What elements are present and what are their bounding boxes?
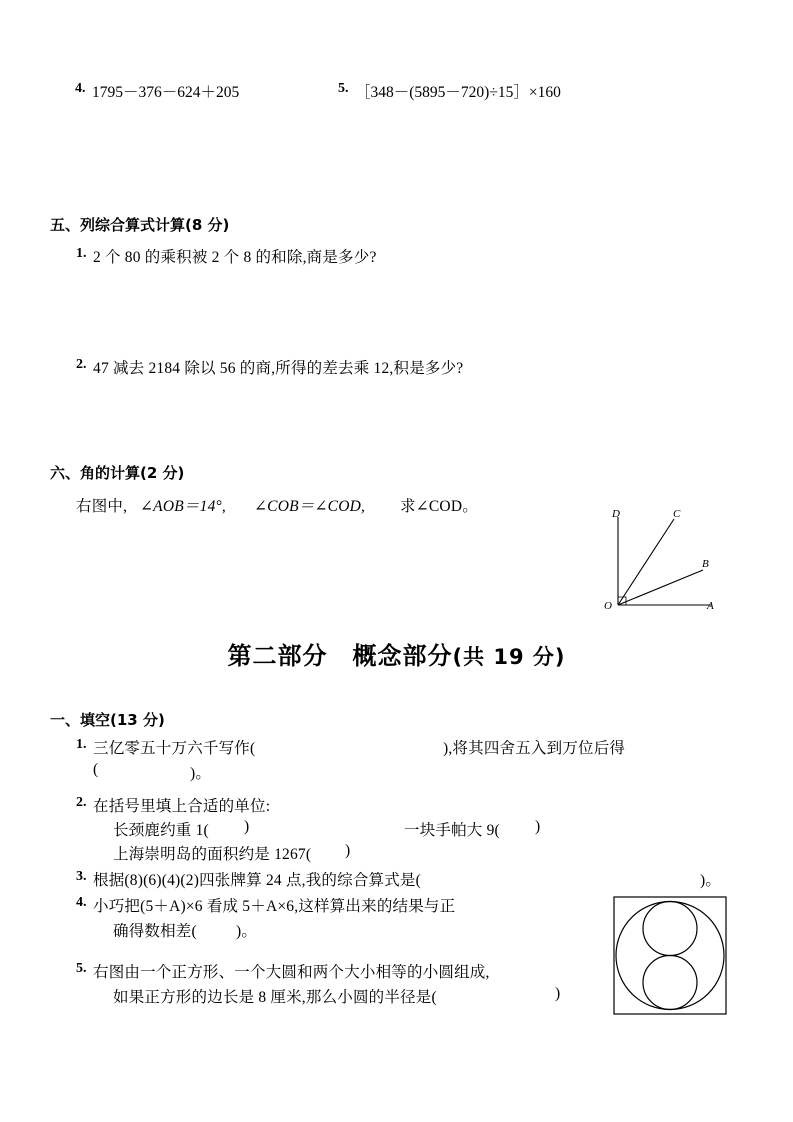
fill-item-5-line1: 右图由一个正方形、一个大圆和两个大小相等的小圆组成, [93,964,490,981]
fill-item-5-line2: 如果正方形的边长是 8 厘米,那么小圆的半径是( [113,989,437,1006]
fill-item-2-line3-close: ) [345,842,351,859]
fill-item-5-line2-after: ) [555,985,561,1002]
section-five-item-2-number: 2. [76,357,87,372]
fill-item-1-line1: 三亿零五十万六千写作( [93,740,256,757]
part-title [0,636,793,671]
exercise-4-number: 4. [75,81,86,96]
part-title-score: (共 19 分) [452,645,566,669]
angle-label-B: B [702,558,709,570]
fill-item-1-line2-after: )。 [190,765,212,782]
fill-item-4-number: 4. [76,895,87,910]
fill-item-2-line2b: 一块手帕大 9( [404,822,500,839]
section-five-item-1-number: 1. [76,246,87,261]
exercise-5-expression: ［348－(5895－720)÷15］×160 [355,84,561,101]
section-six-text-prefix: 右图中, [76,498,128,515]
angle-label-C: C [673,508,681,520]
fill-item-1-number: 1. [76,737,87,752]
fill-item-2-line2b-close: ) [535,818,541,835]
angle-label-O: O [604,600,612,612]
fill-item-2-line2a-close: ) [244,818,250,835]
section-five-item-1-text: 2 个 80 的乘积被 2 个 8 的和除,商是多少? [93,249,377,266]
fill-item-2-line1: 在括号里填上合适的单位: [93,798,271,815]
angle-label-A: A [707,600,714,612]
fill-item-5-number: 5. [76,961,87,976]
part-title-main: 第二部分 概念部分 [227,642,453,670]
square-circles-figure [610,893,730,1018]
section-six-question: 求∠COD。 [400,498,478,515]
fill-item-2-line2a: 长颈鹿约重 1( [113,822,209,839]
fill-item-1-line1-after: ),将其四舍五入到万位后得 [443,740,626,757]
angle-figure [600,505,730,615]
angle-label-D: D [612,508,620,520]
section-five-item-2-text: 47 减去 2184 除以 56 的商,所得的差去乘 12,积是多少? [93,360,464,377]
fill-item-2-number: 2. [76,795,87,810]
section-six-heading: 六、角的计算(2 分) [50,464,185,482]
fill-item-3-number: 3. [76,869,87,884]
section-six-angle-1: ∠AOB＝14°, [140,498,226,515]
fill-item-3-line1-after: )。 [700,872,722,889]
fill-item-1-line2: ( [93,761,99,778]
exercise-4-expression: 1795－376－624＋205 [92,84,240,101]
fill-item-4-line1: 小巧把(5＋A)×6 看成 5＋A×6,这样算出来的结果与正 [93,898,456,915]
fill-item-4-line2: 确得数相差( [113,923,197,940]
exercise-5-number: 5. [338,81,349,96]
section-five-heading: 五、列综合算式计算(8 分) [50,216,230,234]
fill-item-3-line1: 根据(8)(6)(4)(2)四张牌算 24 点,我的综合算式是( [93,872,421,889]
fill-item-4-line2-after: )。 [236,923,258,940]
fill-item-2-line3: 上海崇明岛的面积约是 1267( [113,846,312,863]
section-six-angle-2: ∠COB＝∠COD, [254,498,366,515]
section-one-heading: 一、填空(13 分) [50,711,165,729]
